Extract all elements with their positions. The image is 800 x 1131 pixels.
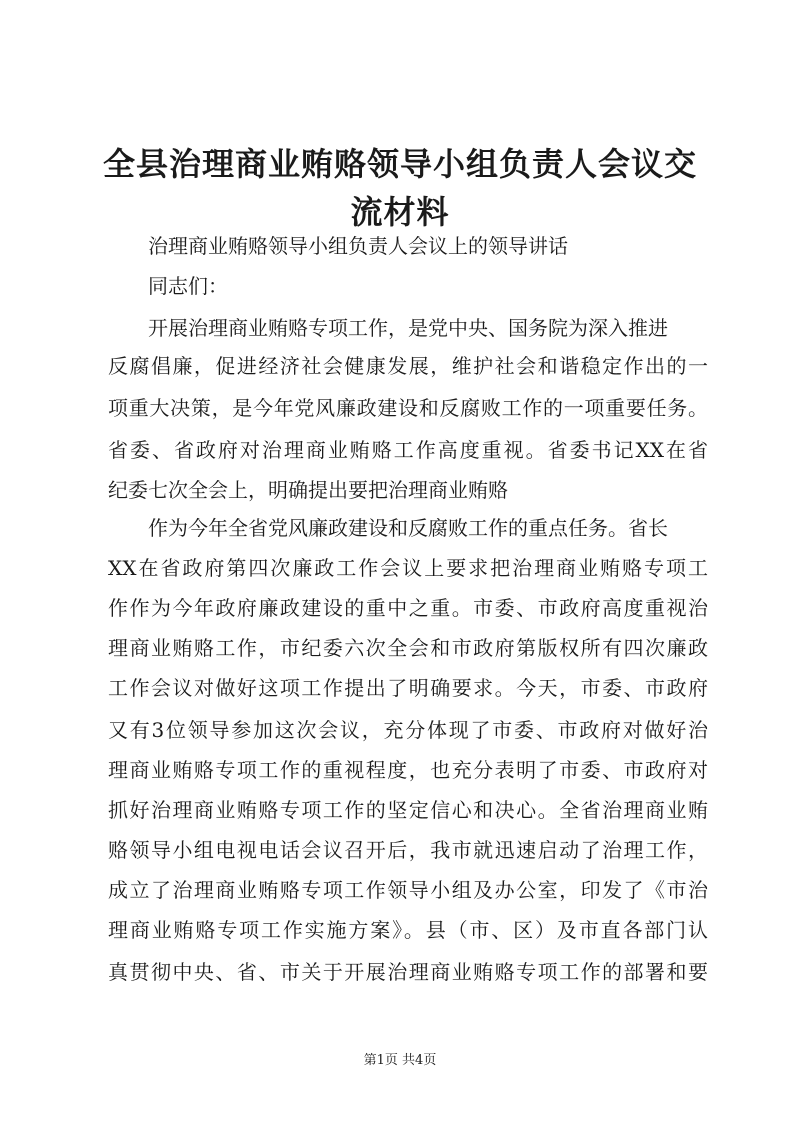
- text-line: 开展治理商业贿赂专项工作，是党中央、国务院为深入推进: [148, 316, 668, 340]
- page-footer: 第1页 共4页: [363, 1053, 437, 1068]
- text-line: 理商业贿赂专项工作的重视程度，也充分表明了市委、市政府对: [108, 758, 708, 782]
- text-line: 赂领导小组电视电话会议召开后，我市就迅速启动了治理工作，: [108, 838, 708, 862]
- text-line: 真贯彻中央、省、市关于开展治理商业贿赂专项工作的部署和要: [108, 960, 708, 984]
- document-title: 全县治理商业贿赂领导小组负责人会议交流材料: [102, 145, 697, 231]
- subtitle: 治理商业贿赂领导小组负责人会议上的领导讲话: [148, 234, 568, 258]
- text-line: 又有3位领导参加这次会议，充分体现了市委、市政府对做好治: [108, 718, 708, 742]
- text-line: 工作会议对做好这项工作提出了明确要求。今天，市委、市政府: [108, 676, 708, 700]
- text-line: 作作为今年政府廉政建设的重中之重。市委、市政府高度重视治: [108, 596, 708, 620]
- text-line: 项重大决策，是今年党风廉政建设和反腐败工作的一项重要任务。: [108, 396, 708, 420]
- text-line: 理商业贿赂专项工作实施方案》。县（市、区）及市直各部门认: [108, 918, 708, 942]
- text-line: 纪委七次全会上，明确提出要把治理商业贿赂: [108, 478, 508, 502]
- text-line: 反腐倡廉，促进经济社会健康发展，维护社会和谐稳定作出的一: [108, 354, 708, 378]
- text-line: 省委、省政府对治理商业贿赂工作高度重视。省委书记XX在省: [108, 438, 708, 462]
- text-line: XX在省政府第四次廉政工作会议上要求把治理商业贿赂专项工: [108, 556, 708, 580]
- text-line: 抓好治理商业贿赂专项工作的坚定信心和决心。全省治理商业贿: [108, 798, 708, 822]
- text-line: 成立了治理商业贿赂专项工作领导小组及办公室，印发了《市治: [108, 878, 708, 902]
- salutation: 同志们：: [148, 274, 228, 298]
- text-line: 理商业贿赂工作，市纪委六次全会和市政府第版权所有四次廉政: [108, 636, 708, 660]
- text-line: 作为今年全省党风廉政建设和反腐败工作的重点任务。省长: [148, 516, 668, 540]
